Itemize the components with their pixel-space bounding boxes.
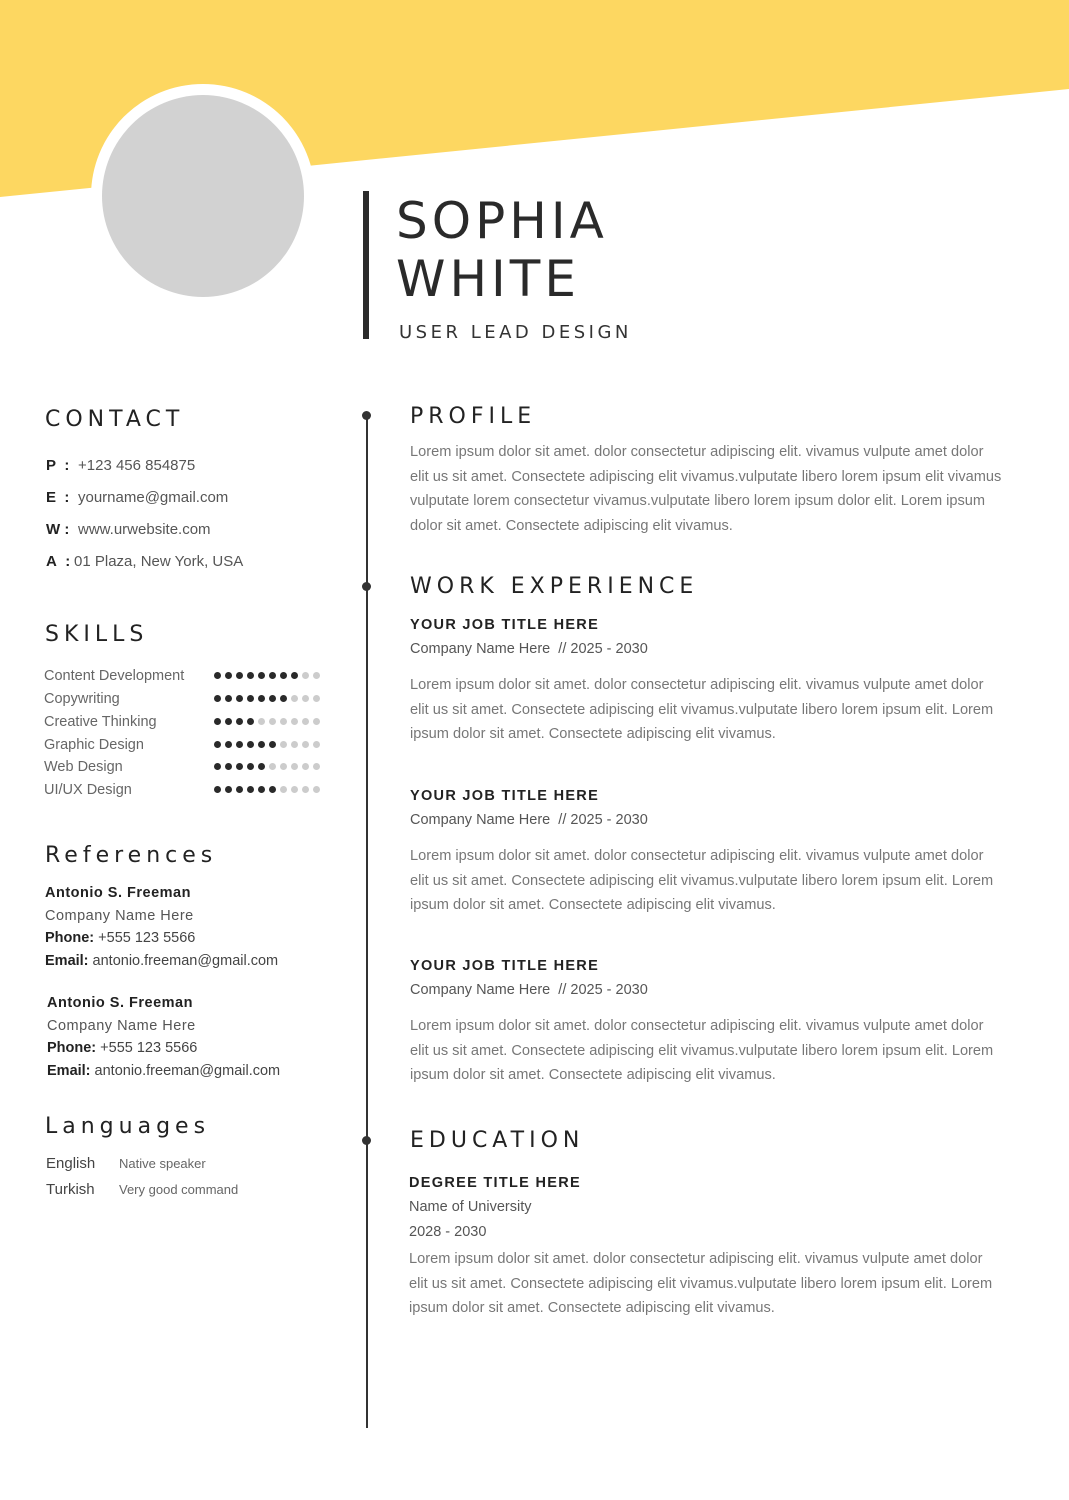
filled-dot-icon [236, 672, 243, 679]
filled-dot-icon [236, 741, 243, 748]
empty-dot-icon [313, 786, 320, 793]
contact-website[interactable]: W : www.urwebsite.com [46, 521, 211, 538]
language-level: Native speaker [119, 1156, 206, 1171]
empty-dot-icon [291, 718, 298, 725]
job-company-dates: Company Name Here // 2025 - 2030 [410, 641, 648, 657]
filled-dot-icon [258, 695, 265, 702]
languages-heading: Languages [45, 1114, 211, 1139]
filled-dot-icon [236, 763, 243, 770]
skill-item [44, 737, 344, 757]
job-company-dates: Company Name Here // 2025 - 2030 [410, 812, 648, 828]
skill-label: Creative Thinking [44, 714, 157, 730]
filled-dot-icon [269, 695, 276, 702]
work-experience-heading: WORK EXPERIENCE [410, 574, 699, 599]
skill-label: Copywriting [44, 691, 120, 707]
filled-dot-icon [258, 741, 265, 748]
filled-dot-icon [236, 695, 243, 702]
job-description: Lorem ipsum dolor sit amet. dolor consectetur adipiscing elit. vivamus vulpute amet dolor elit us sit amet. Consectete adipiscing elit vivamus.vulputate libero lorem ipsum elit. Lorem ipsum dolor sit amet. Consectete adipiscing elit vivamus. [410, 677, 994, 742]
filled-dot-icon [225, 718, 232, 725]
empty-dot-icon [313, 695, 320, 702]
filled-dot-icon [269, 672, 276, 679]
filled-dot-icon [236, 718, 243, 725]
empty-dot-icon [302, 763, 309, 770]
empty-dot-icon [313, 672, 320, 679]
reference-company: Company Name Here [47, 1017, 196, 1034]
skill-rating-dots [214, 786, 320, 793]
full-name [396, 192, 608, 308]
profile-text: Lorem ipsum dolor sit amet. dolor consectetur adipiscing elit. vivamus vulpute amet dolor elit us sit amet. Consectete adipiscing elit vivamus.vulputate libero lorem ipsum elit vivamus vulputate lorem consectetur vivamus.vulputate libero lorem ipsum dolor elit. Lorem ipsum dolor sit amet. Consectete adipiscing elit vivamus. [410, 444, 1002, 534]
empty-dot-icon [291, 786, 298, 793]
filled-dot-icon [214, 786, 221, 793]
filled-dot-icon [247, 763, 254, 770]
filled-dot-icon [225, 695, 232, 702]
filled-dot-icon [214, 741, 221, 748]
filled-dot-icon [280, 695, 287, 702]
reference-phone: Phone: +555 123 5566 [47, 1040, 198, 1056]
language-name: Turkish [46, 1181, 95, 1198]
reference-item [45, 882, 278, 972]
skill-item [44, 691, 344, 711]
filled-dot-icon [225, 672, 232, 679]
filled-dot-icon [280, 672, 287, 679]
reference-name: Antonio S. Freeman [45, 885, 191, 901]
timeline-dot-work [362, 582, 371, 591]
job-description: Lorem ipsum dolor sit amet. dolor consectetur adipiscing elit. vivamus vulpute amet dolor elit us sit amet. Consectete adipiscing elit vivamus.vulputate libero lorem ipsum elit. Lorem ipsum dolor sit amet. Consectete adipiscing elit vivamus. [410, 1018, 994, 1083]
filled-dot-icon [247, 695, 254, 702]
skill-rating-dots [214, 672, 320, 679]
filled-dot-icon [247, 672, 254, 679]
education-dates: 2028 - 2030 [409, 1224, 487, 1240]
timeline-dot-profile [362, 411, 371, 420]
empty-dot-icon [258, 718, 265, 725]
degree-title: DEGREE TITLE HERE [409, 1175, 581, 1191]
empty-dot-icon [313, 741, 320, 748]
references-heading: References [45, 843, 218, 868]
skill-rating-dots [214, 718, 320, 725]
timeline-line [366, 413, 368, 1428]
empty-dot-icon [269, 718, 276, 725]
skill-label: Graphic Design [44, 737, 144, 753]
contact-email[interactable]: E : yourname@gmail.com [46, 489, 229, 506]
filled-dot-icon [225, 786, 232, 793]
reference-email[interactable]: Email: antonio.freeman@gmail.com [47, 1062, 281, 1079]
filled-dot-icon [236, 786, 243, 793]
job-title: YOUR JOB TITLE HERE [410, 788, 600, 804]
job-title: YOUR JOB TITLE HERE [410, 617, 600, 633]
filled-dot-icon [258, 786, 265, 793]
language-item [46, 1155, 206, 1172]
timeline-dot-education [362, 1136, 371, 1145]
last-name: WHITE [396, 250, 580, 308]
skills-heading: SKILLS [45, 622, 149, 647]
job-title: YOUR JOB TITLE HERE [410, 958, 600, 974]
education-description: Lorem ipsum dolor sit amet. dolor consectetur adipiscing elit. vivamus vulpute amet dolor elit us sit amet. Consectete adipiscing elit vivamus.vulputate libero lorem ipsum elit. Lorem ipsum dolor sit amet. Consectete adipiscing elit vivamus. [409, 1251, 993, 1316]
empty-dot-icon [291, 741, 298, 748]
first-name: SOPHIA [396, 192, 608, 250]
empty-dot-icon [291, 695, 298, 702]
filled-dot-icon [247, 786, 254, 793]
reference-email[interactable]: Email: antonio.freeman@gmail.com [45, 952, 279, 969]
university-name: Name of University [409, 1199, 532, 1215]
empty-dot-icon [280, 786, 287, 793]
filled-dot-icon [214, 763, 221, 770]
empty-dot-icon [313, 718, 320, 725]
empty-dot-icon [302, 695, 309, 702]
filled-dot-icon [214, 672, 221, 679]
language-level: Very good command [119, 1182, 239, 1197]
filled-dot-icon [214, 718, 221, 725]
skill-label: UI/UX Design [44, 782, 132, 798]
education-heading: EDUCATION [410, 1128, 585, 1153]
empty-dot-icon [291, 763, 298, 770]
contact-address: A : 01 Plaza, New York, USA [46, 553, 244, 570]
contact-heading: CONTACT [45, 407, 185, 432]
reference-phone: Phone: +555 123 5566 [45, 930, 196, 946]
reference-company: Company Name Here [45, 907, 194, 924]
language-name: English [46, 1155, 96, 1172]
job-description: Lorem ipsum dolor sit amet. dolor consectetur adipiscing elit. vivamus vulpute amet dolor elit us sit amet. Consectete adipiscing elit vivamus.vulputate libero lorem ipsum elit. Lorem ipsum dolor sit amet. Consectete adipiscing elit vivamus. [410, 848, 994, 913]
empty-dot-icon [302, 741, 309, 748]
skill-item [44, 759, 344, 779]
empty-dot-icon [313, 763, 320, 770]
skill-item [44, 668, 344, 688]
empty-dot-icon [269, 763, 276, 770]
empty-dot-icon [280, 718, 287, 725]
reference-name: Antonio S. Freeman [47, 995, 193, 1011]
filled-dot-icon [214, 695, 221, 702]
skill-rating-dots [214, 695, 320, 702]
empty-dot-icon [280, 741, 287, 748]
filled-dot-icon [225, 741, 232, 748]
profile-photo-placeholder[interactable] [102, 95, 304, 297]
filled-dot-icon [269, 786, 276, 793]
job-role: USER LEAD DESIGN [399, 322, 632, 343]
empty-dot-icon [280, 763, 287, 770]
reference-item [47, 992, 280, 1082]
skill-label: Web Design [44, 759, 123, 775]
filled-dot-icon [258, 763, 265, 770]
job-company-dates: Company Name Here // 2025 - 2030 [410, 982, 648, 998]
profile-heading: PROFILE [410, 404, 537, 429]
filled-dot-icon [258, 672, 265, 679]
name-accent-bar [363, 191, 369, 339]
skill-label: Content Development [44, 668, 185, 684]
empty-dot-icon [302, 718, 309, 725]
contact-phone: P : +123 456 854875 [46, 457, 196, 474]
filled-dot-icon [247, 741, 254, 748]
language-item [46, 1181, 239, 1198]
empty-dot-icon [302, 786, 309, 793]
filled-dot-icon [225, 763, 232, 770]
skill-item [44, 782, 344, 802]
filled-dot-icon [291, 672, 298, 679]
skill-item [44, 714, 344, 734]
skill-rating-dots [214, 741, 320, 748]
filled-dot-icon [269, 741, 276, 748]
empty-dot-icon [302, 672, 309, 679]
filled-dot-icon [247, 718, 254, 725]
skill-rating-dots [214, 763, 320, 770]
